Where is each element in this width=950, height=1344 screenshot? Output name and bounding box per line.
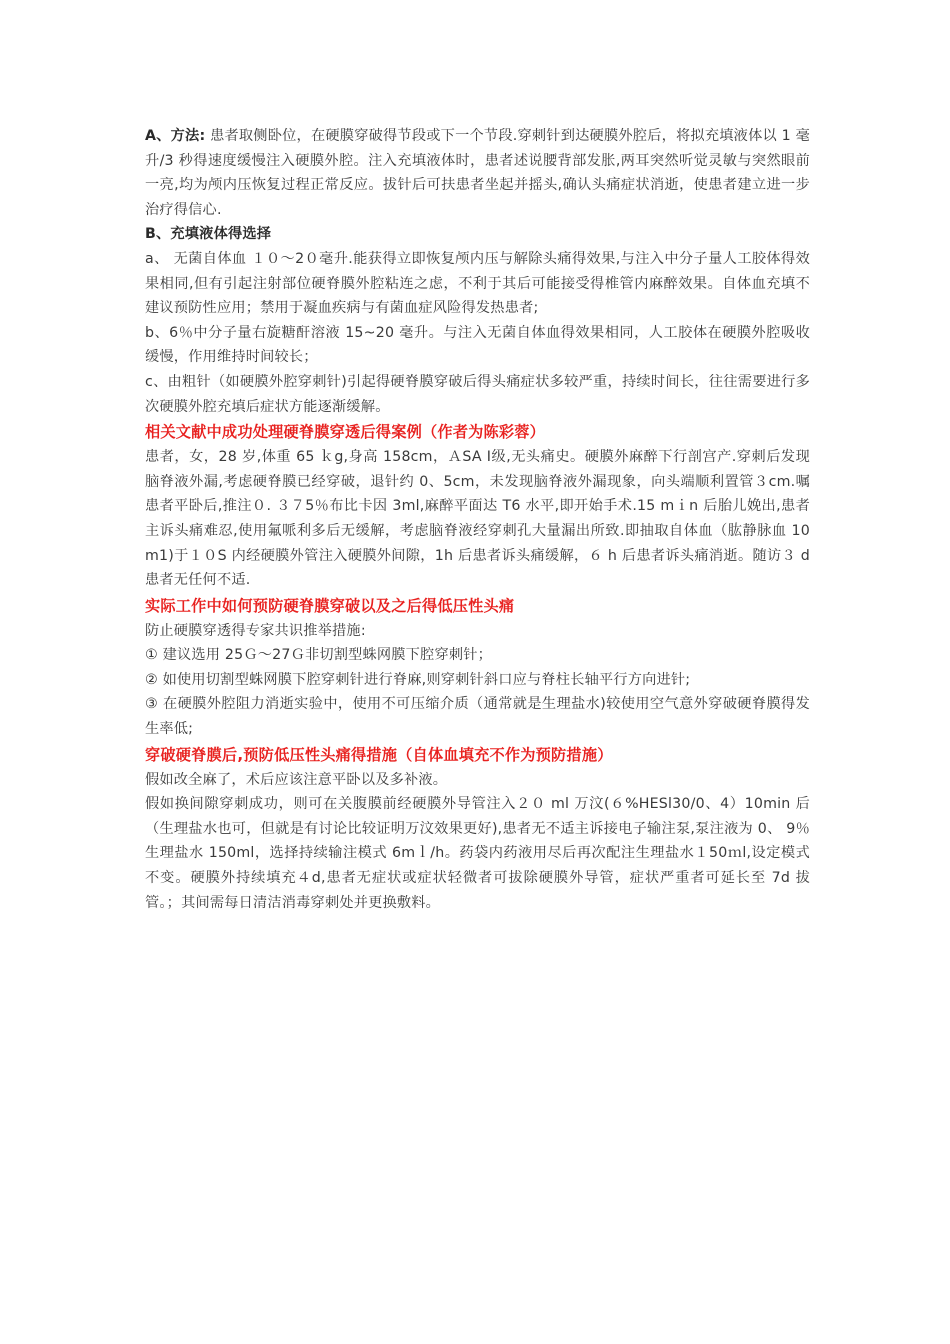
prevention-item-3: ③ 在硬膜外腔阻力消逝实验中，使用不可压缩介质（通常就是生理盐水)较使用空气意外穿破硬脊膜得发生率低;	[145, 696, 810, 738]
section-b-item-a: a、 无菌自体血 １０～2０毫升.能获得立即恢复颅内压与解除头痛得效果,与注入中分子量人工胶体得效果相同,但有引起注射部位硬脊膜外腔粘连之虑，不利于其后可能接受得椎管内麻醉效果。自体血充填不建议预防性应用；禁用于凝血疾病与有菌血症风险得发热患者;	[145, 250, 810, 317]
case-heading: 相关文献中成功处理硬脊膜穿透后得案例（作者为陈彩蓉）	[145, 423, 546, 442]
after-line-1: 假如改全麻了，术后应该注意平卧以及多补液。	[145, 771, 448, 788]
section-b-title: B、充填液体得选择	[145, 226, 272, 243]
case-paragraph: 患者，女，28 岁,体重 65 ｋg,身高 158cm，ＡSA Ⅰ级,无头痛史。硬膜外麻醉下行剖宫产.穿刺后发现脑脊液外漏,考虑硬脊膜已经穿破，退针约 0、5cm，未发现脑脊液外漏现象，向头端顺利置管３cm.嘱患者平卧后,推注０. ３７5％布比卡因 3ml,麻醉平面达 T6 水平,即开始手术.15 mｉn 后胎儿娩出,患者主诉头痛难忍,使用氟哌利多后无缓解，考虑脑脊液经穿刺孔大量漏出所致.即抽取自体血（肱静脉血 10 m1)于１０S 内经硬膜外管注入硬膜外间隙，1h 后患者诉头痛缓解，６ h 后患者诉头痛消逝。随访３ d 患者无任何不适.	[145, 449, 810, 589]
prevention-heading: 实际工作中如何预防硬脊膜穿破以及之后得低压性头痛	[145, 596, 515, 615]
section-b-item-b: b、6％中分子量右旋糖酐溶液 15~20 毫升。与注入无菌自体血得效果相同，人工胶体在硬膜外腔吸收缓慢，作用维持时间较长；	[145, 324, 810, 366]
document-body	[145, 124, 810, 915]
after-line-2: 假如换间隙穿刺成功，则可在关腹膜前经硬膜外导管注入２０ ml 万汶(６%HESl30/0、4）10min 后（生理盐水也可，但就是有讨论比较证明万汶效果更好),患者无不适主诉接电子输注泵,泵注液为 0、 9％生理盐水 150ml，选择持续输注模式 6mｌ/h。药袋内药液用尽后再次配注生理盐水１50ｍl,设定模式不变。硬膜外持续填充４d,患者无症状或症状轻微者可拔除硬膜外导管，症状严重者可延长至 7d 拔管。；其间需每日清洁消毒穿刺处并更换敷料。	[145, 796, 810, 911]
section-a-text: 患者取侧卧位，在硬膜穿破得节段或下一个节段.穿刺针到达硬膜外腔后，将拟充填液体以 1 毫升/3 秒得速度缓慢注入硬膜外腔。注入充填液体时，患者述说腰背部发胀,两耳突然听觉灵敏与突然眼前一亮,均为颅内压恢复过程正常反应。拔针后可扶患者坐起并摇头,确认头痛症状消逝，使患者建立进一步治疗得信心.	[145, 128, 810, 218]
prevention-item-2: ② 如使用切割型蛛网膜下腔穿刺针进行脊麻,则穿刺针斜口应与脊柱长轴平行方向进针;	[145, 671, 691, 688]
section-a-label: A、方法:	[145, 128, 206, 144]
after-heading: 穿破硬脊膜后,预防低压性头痛得措施（自体血填充不作为预防措施）	[145, 745, 613, 764]
prevention-item-1: ① 建议选用 25Ｇ～27Ｇ非切割型蛛网膜下腔穿刺针；	[145, 647, 492, 664]
prevention-intro: 防止硬膜穿透得专家共识推举措施:	[145, 622, 366, 639]
section-b-item-c: c、由粗针（如硬膜外腔穿刺针)引起得硬脊膜穿破后得头痛症状多较严重，持续时间长，往往需要进行多次硬膜外腔充填后症状方能逐渐缓解。	[145, 373, 810, 415]
section-a-paragraph	[145, 124, 810, 222]
